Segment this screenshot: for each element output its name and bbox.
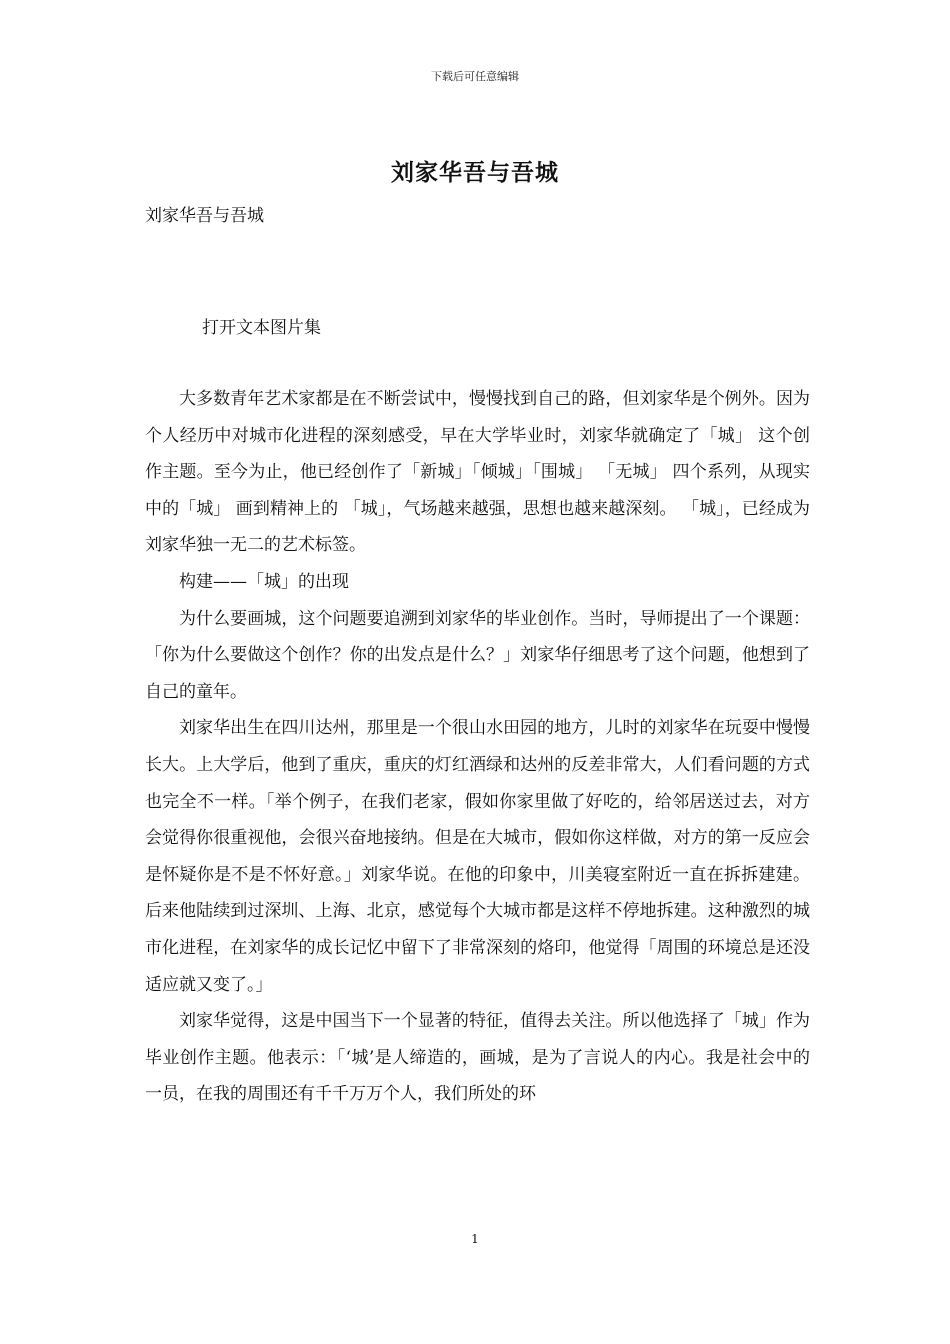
document-subtitle: 刘家华吾与吾城	[145, 206, 264, 226]
paragraph-theme-choice: 刘家华觉得，这是中国当下一个显著的特征，值得去关注。所以他选择了「城」作为毕业创作主题。他表示：「‘城’是人缔造的，画城，是为了言说人的内心。我是社会中的一员，在我的周围还有千千万万个人，我们所处的环	[145, 1011, 810, 1105]
paragraph-intro: 大多数青年艺术家都是在不断尝试中，慢慢找到自己的路，但刘家华是个例外。因为个人经历中对城市化进程的深刻感受，早在大学毕业时，刘家华就确定了「城」 这个创作主题。至今为止，他已经创作了「新城」「倾城」「围城」 「无城」 四个系列，从现实中的「城」 画到精神上的 「城」，气场越来越强，思想也越来越深刻。 「城」，已经成为刘家华独一无二的艺术标签。	[145, 389, 810, 556]
section-heading: 构建——「城」的出现	[179, 571, 349, 592]
paragraph-why-city: 为什么要画城，这个问题要追溯到刘家华的毕业创作。当时，导师提出了一个课题：「你为什么要做这个创作？你的出发点是什么？」刘家华仔细思考了这个问题，他想到了自己的童年。	[145, 608, 810, 702]
open-gallery-link[interactable]: 打开文本图片集	[202, 318, 321, 338]
document-title: 刘家华吾与吾城	[391, 159, 559, 186]
header-note: 下载后可任意编辑	[431, 70, 519, 83]
article-body	[145, 381, 810, 1113]
page-number: 1	[471, 1232, 479, 1246]
paragraph-childhood: 刘家华出生在四川达州，那里是一个很山水田园的地方，儿时的刘家华在玩耍中慢慢长大。上大学后，他到了重庆，重庆的灯红酒绿和达州的反差非常大，人们看问题的方式也完全不一样。「举个例子，在我们老家，假如你家里做了好吃的，给邻居送过去，对方会觉得你很重视他，会很兴奋地接纳。但是在大城市，假如你这样做，对方的第一反应会是怀疑你是不是不怀好意。」刘家华说。在他的印象中，川美寝室附近一直在拆拆建建。后来他陆续到过深圳、上海、北京，感觉每个大城市都是这样不停地拆建。这种激烈的城市化进程，在刘家华的成长记忆中留下了非常深刻的烙印，他觉得「周围的环境总是还没适应就又变了。」	[145, 718, 810, 995]
